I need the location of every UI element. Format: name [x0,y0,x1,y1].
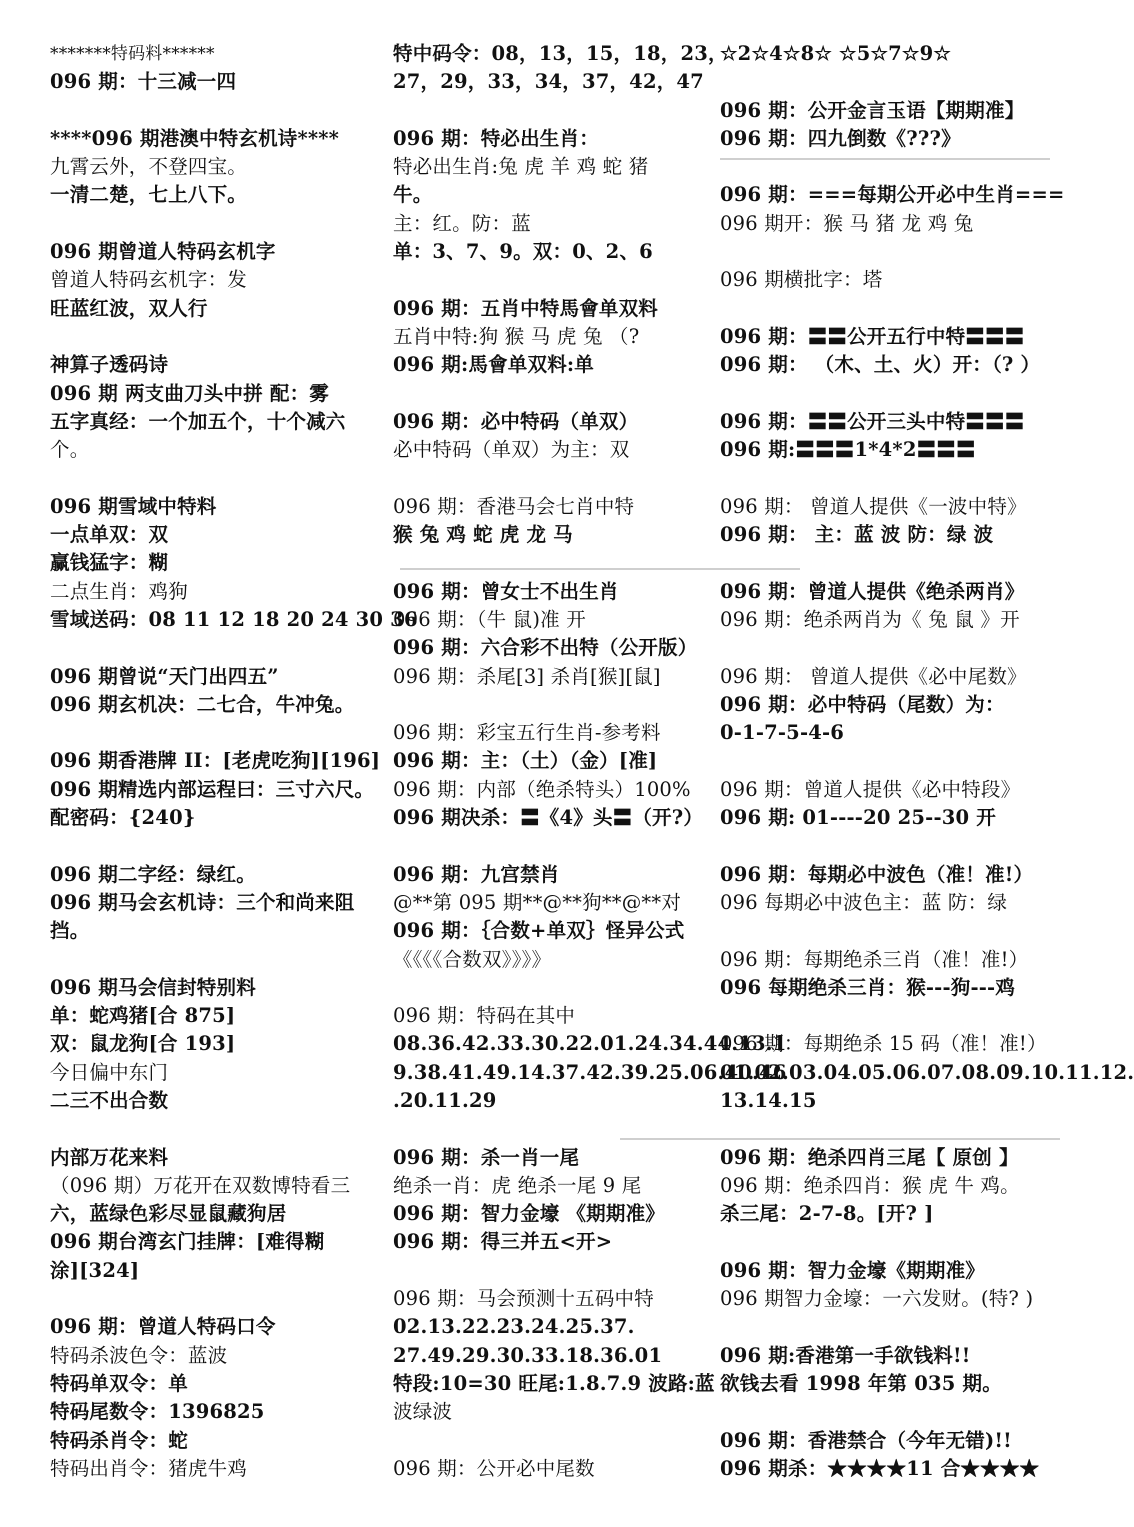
text-line: 096 期开：猴 马 猪 龙 鸡 兔 [720,211,974,235]
text-line: 挡。 [50,919,90,943]
text-line: 个。 [50,438,90,462]
text-line: 波绿波 [393,1400,453,1424]
text-line: 特码杀波色令：蓝波 [50,1343,228,1367]
blank-line [50,832,385,860]
text-line: 096 期：曾道人特码口令 [50,1315,276,1339]
blank-line [720,238,1065,266]
text-line: 08.36.42.33.30.22.01.24.34.44.13.1 [393,1032,787,1056]
text-line: *******特码料****** [50,44,215,64]
blank-line [720,1228,1065,1256]
text-line: 096 期： 曾道人提供《一波中特》 [720,494,1027,518]
text-line: ☆2☆4☆8☆ ☆5☆7☆9☆ [720,42,952,65]
text-line: 096 期精选内部运程曰：三寸六尺。 [50,777,375,801]
text-line: 096 期：六合彩不出特（公开版） [393,636,698,660]
blank-line [720,380,1065,408]
text-line: 096 期决杀：〓《4》头〓（开?） [393,806,704,830]
text-line: 特码尾数令：1396825 [50,1400,265,1424]
text-line: 096 期:馬會单双料:单 [393,353,594,377]
text-line: 096 期：（牛 鼠)准 开 [393,607,586,631]
text-line: 096 期：公开金言玉语【期期准】 [720,98,1025,122]
blank-line [50,1285,385,1313]
text-line: 096 每期绝杀三肖：猴---狗---鸡 [720,975,1016,999]
text-line: 096 期：曾女士不出生肖 [393,579,619,603]
text-line: 096 期：彩宝五行生肖-参考料 [393,721,661,745]
text-line: 096 期曾说“天门出四五” [50,664,279,688]
text-line: 绝杀一肖：虎 绝杀一尾 9 尾 [393,1173,642,1197]
blank-line [393,691,715,719]
text-line: 096 期马会玄机诗：三个和尚来阻 [50,890,355,914]
text-line: 9.38.41.49.14.37.42.39.25.06.40.46 [393,1060,787,1084]
text-line: 旺蓝红波，双人行 [50,296,208,320]
text-line: 096 期：每期绝杀 15 码（准！准!） [720,1032,1047,1056]
text-line: 单：蛇鸡猪[合 875] [50,1004,236,1028]
text-line: 096 期雪域中特料 [50,494,217,518]
blank-line [720,634,1065,662]
text-line: 双：鼠龙狗[合 193] [50,1032,236,1056]
blank-line [393,266,715,294]
text-line: 曾道人特码玄机字：发 [50,268,248,292]
text-line: 096 期：〓〓公开五行中特〓〓〓 [720,324,1025,348]
text-line: 096 期： （木、土、火）开：（? ） [720,353,1041,377]
text-line: 096 期：曾道人提供《必中特段》 [720,777,1021,801]
blank-line [393,974,715,1002]
blank-line [720,1002,1065,1030]
text-line: 096 期曾道人特码玄机字 [50,240,276,264]
text-line: 096 期：特必出生肖： [393,126,599,150]
text-line: 096 期：必中特码（尾数）为： [720,692,1005,716]
text-line: 0-1-7-5-4-6 [720,721,845,745]
blank-line [393,1427,715,1455]
text-line: 096 期横批字：塔 [720,268,883,292]
text-line: 杀三尾：2-7-8。[开? ] [720,1202,934,1226]
text-line: 欲钱去看 1998 年第 035 期。 [720,1371,1002,1395]
text-line: 雪域送码：08 11 12 18 20 24 30 36 [50,607,418,631]
blank-line [50,210,385,238]
text-line: 特码单双令：单 [50,1371,188,1395]
text-line: 096 期：每期绝杀三肖（准！准!） [720,947,1029,971]
text-line: 内部万花来料 [50,1145,169,1169]
text-line: 一点单双：双 [50,523,169,547]
blank-line [50,946,385,974]
text-line: 猴 兔 鸡 蛇 虎 龙 马 [393,523,573,547]
text-line: 096 期二字经：绿红。 [50,862,256,886]
text-line: 六，蓝绿色彩尽显鼠藏狗居 [50,1202,287,1226]
text-line: 096 期：智力金壕《期期准》 [720,1258,985,1282]
text-line: 096 期：公开必中尾数 [393,1456,595,1480]
text-line: 27，29，33，34，37，42，47 [393,70,704,94]
text-line: 096 期智力金壕：一六发财。(特? ) [720,1287,1034,1311]
scan-artifact [400,568,800,570]
text-line: 096 期： 主：蓝 波 防：绿 波 [720,523,994,547]
blank-line [50,634,385,662]
text-line: 二点生肖：鸡狗 [50,579,188,603]
blank-line [720,549,1065,577]
blank-line [720,747,1065,775]
text-line: 02.13.22.23.24.25.37. [393,1315,635,1339]
text-line: 096 期：杀尾[3] 杀肖[猴][鼠] [393,664,661,688]
text-line: 096 期： 曾道人提供《必中尾数》 [720,664,1027,688]
text-line: 096 期：曾道人提供《绝杀两肖》 [720,579,1025,603]
text-line: 096 期玄机决：二七合，牛冲兔。 [50,692,355,716]
text-line: 特码杀肖令：蛇 [50,1428,188,1452]
text-line: 096 期：马会预测十五码中特 [393,1287,654,1311]
text-line: （096 期）万花开在双数博特看三 [50,1173,351,1197]
text-line: 096 期：每期必中波色（准！准!） [720,862,1034,886]
blank-line [393,97,715,125]
text-line: @**第 095 期**@**狗**@**对 [393,890,682,914]
text-line: 096 期：内部（绝杀特头）100% [393,777,691,801]
text-line: 牛。 [393,183,433,207]
text-line: 096 期:香港第一手欲钱料!! [720,1343,971,1367]
text-line: 096 期：必中特码（单双） [393,409,639,433]
text-line: 配密码：{240} [50,806,196,830]
text-line: 096 期:〓〓〓1*4*2〓〓〓 [720,438,976,462]
blank-line [50,97,385,125]
column-left [50,40,418,1483]
text-line: 五肖中特:狗 猴 马 虎 兔 （? [393,324,640,348]
text-line: 特必出生肖:兔 虎 羊 鸡 蛇 猪 [393,155,649,179]
text-line: 单：3、7、9。双：0、2、6 [393,240,653,264]
blank-line [720,295,1065,323]
scan-artifact [720,158,1050,160]
text-line: 27.49.29.30.33.18.36.01 [393,1343,663,1367]
text-line: ****096 期港澳中特玄机诗**** [50,126,340,150]
blank-line [393,380,715,408]
blank-line [50,1115,385,1143]
text-line: 主：红。防：蓝 [393,211,531,235]
text-line: 096 期：五肖中特馬會单双料 [393,296,658,320]
blank-line [393,464,715,492]
text-line: 096 期：香港马会七肖中特 [393,494,635,518]
blank-line [393,549,715,577]
text-line: 096 期：香港禁合（今年无错)!! [720,1428,1012,1452]
text-line: 096 期：主：（土）（金）[准] [393,749,658,773]
text-line: 必中特码（单双）为主：双 [393,438,630,462]
text-line: 特段:10=30 旺尾:1.8.7.9 波路:蓝 [393,1371,715,1395]
blank-line [393,832,715,860]
text-line: 096 期杀：★★★★11 合★★★★ [720,1456,1040,1480]
text-line: 096 期香港牌 II：[老虎吃狗][196] [50,749,381,773]
text-line: 五字真经：一个加五个，十个减六 [50,409,346,433]
text-line: 096 期: 01----20 25--30 开 [720,806,996,830]
text-line: 096 期：绝杀四肖三尾【 原创 】 [720,1145,1019,1169]
blank-line [720,1398,1065,1426]
text-line: 096 期：智力金壕 《期期准》 [393,1202,665,1226]
text-line: 一清二楚，七上八下。 [50,183,248,207]
column-right [720,40,1134,1483]
text-line: 096 期：绝杀两肖为《 兔 鼠 》开 [720,607,1020,631]
blank-line [720,464,1065,492]
text-line: 096 期 两支曲刀头中拼 配：雾 [50,381,329,405]
text-line: 096 期：十三减一四 [50,70,237,94]
text-line: 今日偏中东门 [50,1060,169,1084]
text-line: 01.02.03.04.05.06.07.08.09.10.11.12. [720,1060,1134,1084]
blank-line [720,832,1065,860]
text-line: 096 期：绝杀四肖：猴 虎 牛 鸡。 [720,1173,1020,1197]
blank-line [50,323,385,351]
text-line: 特码出肖令：猪虎牛鸡 [50,1456,248,1480]
text-line: 096 期：四九倒数《???》 [720,126,961,150]
text-line: 096 期马会信封特别料 [50,975,256,999]
scan-artifact [620,1138,1060,1140]
text-line: 赢钱猛字：糊 [50,551,169,575]
text-line: 九霄云外，不登四宝。 [50,155,248,179]
text-line: 096 期：〓〓公开三头中特〓〓〓 [720,409,1025,433]
blank-line [720,68,1065,96]
blank-line [720,917,1065,945]
blank-line [50,464,385,492]
text-line: 神算子透码诗 [50,353,169,377]
text-line: 096 期：九宫禁肖 [393,862,560,886]
text-line: 096 期：===每期公开必中生肖=== [720,183,1065,207]
text-line: 二三不出合数 [50,1088,169,1112]
text-line: 特中码令：08，13，15，18，23， [393,42,728,65]
text-line: 13.14.15 [720,1088,817,1112]
text-line: 《《《《合数双》》》》 [393,947,552,971]
blank-line [393,1257,715,1285]
text-line: 096 期台湾玄门挂牌：[难得糊 [50,1230,325,1254]
blank-line [50,719,385,747]
blank-line [720,1313,1065,1341]
text-line: 096 期：｛合数+单双｝怪异公式 [393,919,685,943]
text-line: 096 期：特码在其中 [393,1004,576,1028]
text-line: 涂][324] [50,1258,140,1282]
text-line: 096 期：杀一肖一尾 [393,1145,580,1169]
text-line: .20.11.29 [393,1088,497,1112]
text-line: 096 期：得三并五<开> [393,1230,613,1254]
text-line: 096 每期必中波色主：蓝 防：绿 [720,890,1008,914]
